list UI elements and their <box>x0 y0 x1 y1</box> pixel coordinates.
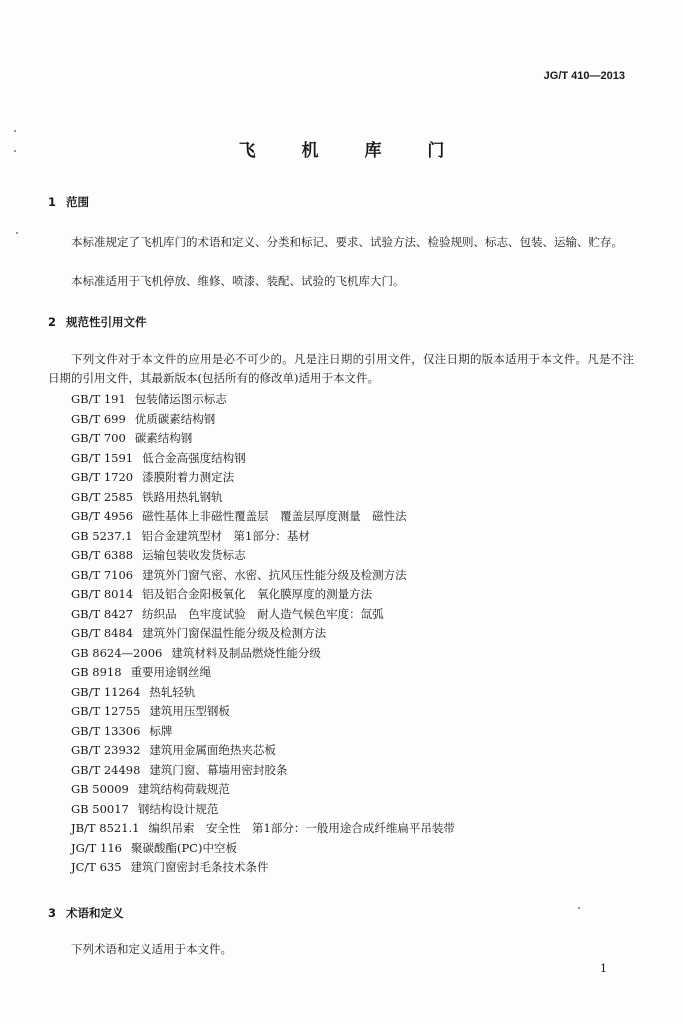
reference-item <box>71 624 455 644</box>
scan-speck <box>16 232 18 234</box>
reference-item <box>71 663 455 683</box>
reference-item <box>71 722 455 742</box>
reference-item <box>71 507 455 527</box>
reference-code: GB 50009 <box>71 782 129 796</box>
section-number: 1 <box>48 195 57 209</box>
reference-code: GB/T 11264 <box>71 684 141 699</box>
reference-code: GB/T 7106 <box>71 567 134 582</box>
reference-item <box>71 585 455 605</box>
reference-item <box>71 644 455 664</box>
reference-title: 碳素结构钢 <box>134 431 193 445</box>
scope-paragraph-2: 本标准适用于飞机停放、维修、喷漆、装配、试验的飞机库大门。 <box>71 274 405 288</box>
reference-item <box>71 488 455 508</box>
scan-speck <box>14 130 16 132</box>
reference-item <box>71 566 455 586</box>
reference-title: 铝及铝合金阳极氧化 氧化膜厚度的测量方法 <box>142 587 373 601</box>
reference-title: 纺织品 色牢度试验 耐人造气候色牢度：氙弧 <box>142 606 384 621</box>
reference-code: GB/T 700 <box>71 431 126 445</box>
reference-title: 聚碳酸酯(PC)中空板 <box>130 840 237 855</box>
reference-code: JB/T 8521.1 <box>71 821 140 835</box>
reference-code: JC/T 635 <box>71 860 122 874</box>
reference-title: 标牌 <box>149 723 173 738</box>
reference-item <box>71 780 455 800</box>
reference-title: 热轧轻轨 <box>149 684 196 699</box>
reference-title: 铝合金建筑型材 第1部分：基材 <box>141 528 310 543</box>
reference-title: 低合金高强度结构钢 <box>142 450 246 465</box>
reference-item <box>71 449 455 469</box>
section-3-heading <box>48 905 124 921</box>
section-number: 3 <box>48 906 57 920</box>
reference-title: 钢结构设计规范 <box>137 801 219 816</box>
page-number: 1 <box>600 962 607 975</box>
reference-code: GB/T 4956 <box>71 509 134 523</box>
reference-title: 建筑门窗密封毛条技术条件 <box>130 860 269 874</box>
reference-code: JG/T 116 <box>71 840 122 855</box>
reference-code: GB/T 699 <box>71 411 126 426</box>
section-title: 术语和定义 <box>66 906 124 920</box>
reference-code: GB/T 6388 <box>71 548 134 562</box>
reference-code: GB/T 13306 <box>71 723 141 738</box>
refs-intro-paragraph: 下列文件对于本文件的应用是必不可少的。凡是注日期的引用文件，仅注日期的版本适用于本文件。凡是不注日期的引用文件，其最新版本(包括所有的修改单)适用于本文件。 <box>48 352 634 385</box>
reference-item <box>71 468 455 488</box>
reference-title: 优质碳素结构钢 <box>134 411 216 426</box>
reference-title: 建筑结构荷载规范 <box>137 782 230 796</box>
reference-code: GB/T 191 <box>71 392 126 406</box>
document-title: 飞 机 库 门 <box>238 141 465 161</box>
reference-code: GB/T 1720 <box>71 470 134 484</box>
reference-code: GB 50017 <box>71 801 129 816</box>
section-2-heading <box>48 314 147 330</box>
reference-list <box>71 390 455 878</box>
reference-title: 编织吊索 安全性 第1部分：一般用途合成纤维扁平吊装带 <box>148 821 455 835</box>
reference-item <box>71 410 455 430</box>
reference-title: 建筑用金属面绝热夹芯板 <box>149 743 276 757</box>
reference-code: GB 5237.1 <box>71 528 133 543</box>
scan-speck <box>14 150 16 152</box>
reference-code: GB/T 8484 <box>71 626 134 640</box>
reference-code: GB/T 1591 <box>71 450 134 465</box>
reference-item <box>71 390 455 410</box>
reference-item <box>71 429 455 449</box>
reference-title: 漆膜附着力测定法 <box>142 470 235 484</box>
reference-code: GB/T 8427 <box>71 606 134 621</box>
reference-item <box>71 546 455 566</box>
reference-title: 铁路用热轧钢轨 <box>142 489 223 504</box>
reference-title: 建筑用压型钢板 <box>149 704 230 718</box>
section-title: 规范性引用文件 <box>66 315 147 329</box>
reference-item <box>71 741 455 761</box>
reference-item <box>71 839 455 859</box>
scope-paragraph-1: 本标准规定了飞机库门的术语和定义、分类和标记、要求、试验方法、检验规则、标志、包装、运输、贮存。 <box>71 235 623 249</box>
reference-title: 包装储运图示标志 <box>134 392 227 406</box>
reference-code: GB/T 8014 <box>71 587 134 601</box>
reference-code: GB/T 2585 <box>71 489 134 504</box>
reference-item <box>71 527 455 547</box>
reference-code: GB 8918 <box>71 665 122 679</box>
reference-item <box>71 858 455 878</box>
reference-code: GB/T 23932 <box>71 743 141 757</box>
reference-item <box>71 605 455 625</box>
reference-title: 建筑外门窗气密、水密、抗风压性能分级及检测方法 <box>142 567 407 582</box>
scan-speck <box>578 907 580 909</box>
reference-item <box>71 761 455 781</box>
terms-intro-paragraph: 下列术语和定义适用于本文件。 <box>71 942 232 956</box>
reference-title: 磁性基体上非磁性覆盖层 覆盖层厚度测量 磁性法 <box>142 509 407 523</box>
reference-item <box>71 819 455 839</box>
reference-title: 运输包装收发货标志 <box>142 548 246 562</box>
section-1-heading <box>48 194 89 210</box>
section-title: 范围 <box>66 195 89 209</box>
reference-code: GB/T 24498 <box>71 762 141 777</box>
section-number: 2 <box>48 315 57 329</box>
standard-code: JG/T 410—2013 <box>543 70 625 82</box>
reference-title: 建筑材料及制品燃烧性能分级 <box>171 645 321 660</box>
reference-title: 重要用途钢丝绳 <box>130 665 212 679</box>
reference-item <box>71 800 455 820</box>
reference-code: GB 8624—2006 <box>71 645 163 660</box>
reference-item <box>71 702 455 722</box>
reference-title: 建筑门窗、幕墙用密封胶条 <box>149 762 288 777</box>
reference-title: 建筑外门窗保温性能分级及检测方法 <box>142 626 327 640</box>
reference-code: GB/T 12755 <box>71 704 141 718</box>
reference-item <box>71 683 455 703</box>
